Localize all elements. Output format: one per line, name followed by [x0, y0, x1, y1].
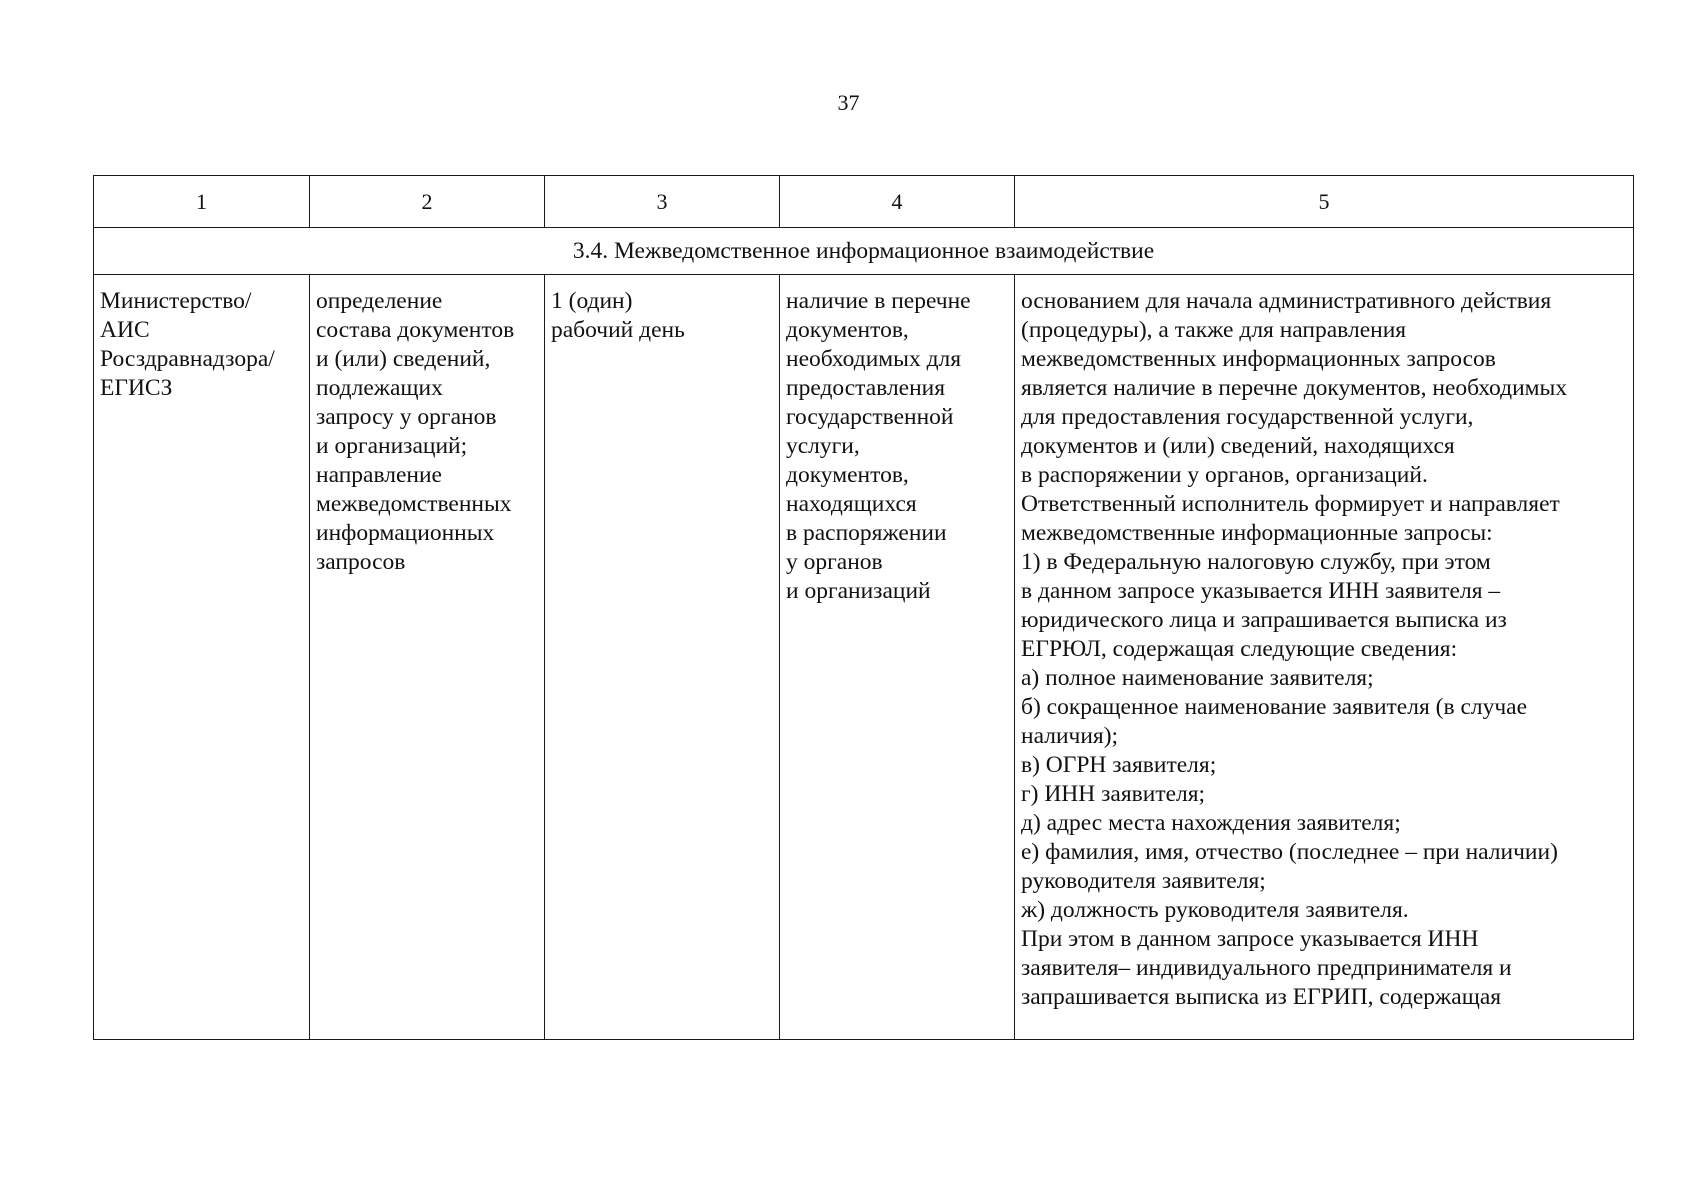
cell-line: заявителя– индивидуального предпринимателя и: [1021, 955, 1512, 981]
cell-line: и организаций: [786, 578, 931, 604]
cell-line: юридического лица и запрашивается выписка из: [1021, 607, 1507, 633]
column-header-3: 3: [545, 176, 780, 228]
cell-line: состава документов: [316, 317, 515, 343]
cell-line: руководителя заявителя;: [1021, 868, 1266, 894]
cell-line: определение: [316, 288, 443, 314]
cell-line: государственной: [786, 404, 954, 430]
cell-line: е) фамилия, имя, отчество (последнее – при наличии): [1021, 839, 1558, 865]
cell-procedure-description: [1015, 275, 1634, 1040]
cell-line: документов и (или) сведений, находящихся: [1021, 433, 1455, 459]
cell-line: Росздравнадзора/: [100, 346, 275, 372]
cell-line: документов,: [786, 462, 909, 488]
cell-line: и организаций;: [316, 433, 468, 459]
cell-line: запросов: [316, 549, 406, 575]
cell-line: направление: [316, 462, 442, 488]
column-number-row: [94, 176, 1634, 228]
cell-line: 1) в Федеральную налоговую службу, при этом: [1021, 549, 1491, 575]
cell-line: в) ОГРН заявителя;: [1021, 752, 1217, 778]
cell-line: 1 (один): [551, 288, 633, 314]
cell-line: а) полное наименование заявителя;: [1021, 665, 1374, 691]
cell-line: запрашивается выписка из ЕГРИП, содержащая: [1021, 984, 1502, 1010]
cell-line: необходимых для: [786, 346, 962, 372]
cell-duration: [545, 275, 780, 1040]
cell-line: б) сокращенное наименование заявителя (в случае: [1021, 694, 1528, 720]
cell-criteria: [780, 275, 1015, 1040]
column-header-5: 5: [1015, 176, 1634, 228]
cell-line: в распоряжении у органов, организаций.: [1021, 462, 1428, 488]
cell-line: находящихся: [786, 491, 917, 517]
column-header-2: 2: [310, 176, 545, 228]
cell-line: межведомственные информационные запросы:: [1021, 520, 1493, 546]
cell-line: рабочий день: [551, 317, 685, 343]
cell-line: Министерство/: [100, 288, 252, 314]
cell-line: наличия);: [1021, 723, 1119, 749]
cell-responsible-party: [94, 275, 310, 1040]
cell-line: д) адрес места нахождения заявителя;: [1021, 810, 1401, 836]
cell-line: в данном запросе указывается ИНН заявителя –: [1021, 578, 1501, 604]
cell-line: предоставления: [786, 375, 946, 401]
cell-line: г) ИНН заявителя;: [1021, 781, 1206, 807]
cell-line: Ответственный исполнитель формирует и направляет: [1021, 491, 1560, 517]
page-number: 37: [837, 90, 860, 115]
document-table-container: [93, 175, 1633, 1040]
cell-line: наличие в перечне: [786, 288, 971, 314]
cell-line: информационных: [316, 520, 495, 546]
cell-line: ЕГИСЗ: [100, 375, 173, 401]
document-table: [93, 175, 1634, 1040]
cell-line: ЕГРЮЛ, содержащая следующие сведения:: [1021, 636, 1458, 662]
cell-line: межведомственных информационных запросов: [1021, 346, 1496, 372]
cell-line: услуги,: [786, 433, 860, 459]
cell-line: подлежащих: [316, 375, 443, 401]
column-header-1: 1: [94, 176, 310, 228]
cell-action-content: [310, 275, 545, 1040]
section-title: 3.4. Межведомственное информационное взаимодействие: [94, 228, 1634, 275]
cell-line: документов,: [786, 317, 909, 343]
cell-line: в распоряжении: [786, 520, 947, 546]
cell-line: для предоставления государственной услуги,: [1021, 404, 1474, 430]
cell-line: При этом в данном запросе указывается ИНН: [1021, 926, 1479, 952]
cell-line: у органов: [786, 549, 883, 575]
table-row: [94, 275, 1634, 1040]
section-title-row: [94, 228, 1634, 275]
cell-line: запросу у органов: [316, 404, 497, 430]
column-header-4: 4: [780, 176, 1015, 228]
cell-line: ж) должность руководителя заявителя.: [1021, 897, 1409, 923]
cell-line: межведомственных: [316, 491, 512, 517]
cell-line: АИС: [100, 317, 150, 343]
cell-line: и (или) сведений,: [316, 346, 491, 372]
cell-line: (процедуры), а также для направления: [1021, 317, 1407, 343]
cell-line: является наличие в перечне документов, необходимых: [1021, 375, 1568, 401]
cell-line: основанием для начала административного действия: [1021, 288, 1552, 314]
